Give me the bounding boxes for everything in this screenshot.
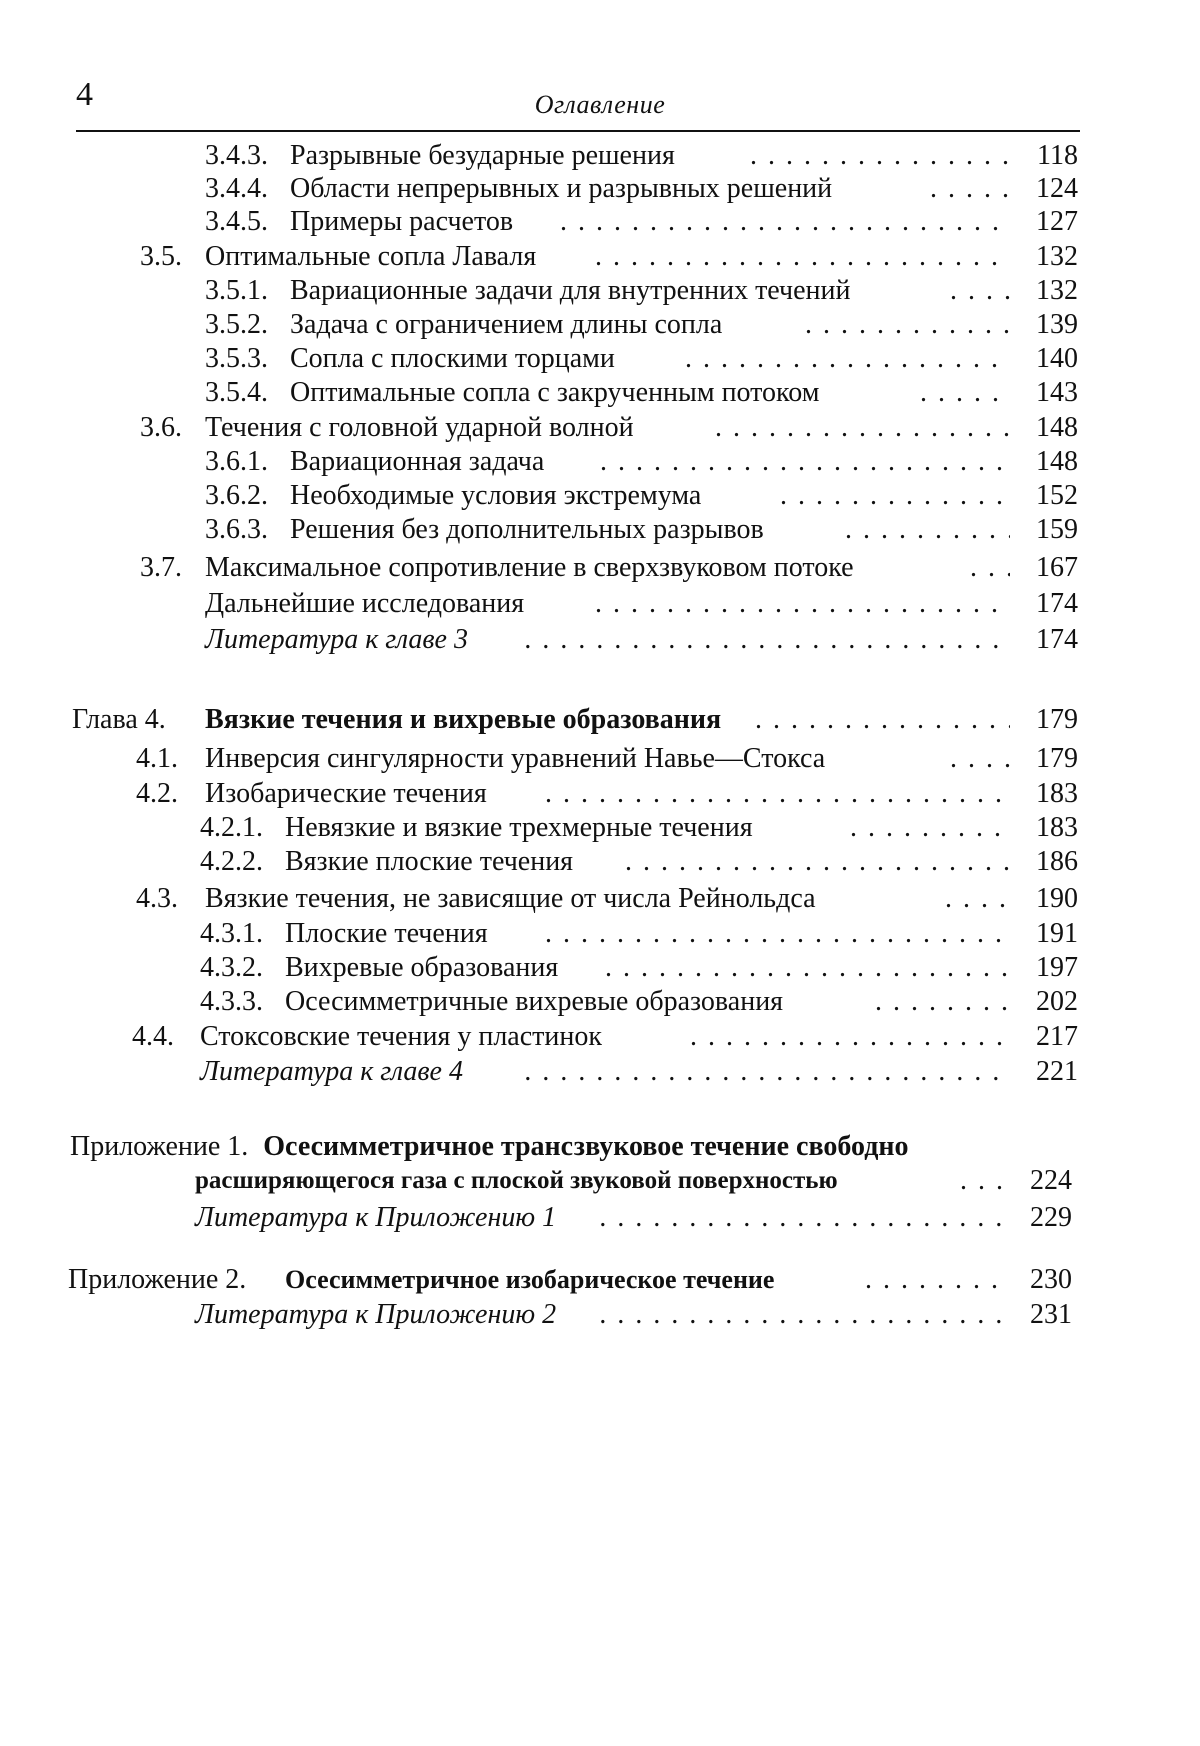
dot-leader [525,623,1010,657]
toc-chapter-entry [0,703,1200,737]
dot-leader [950,742,1010,776]
dot-leader [930,172,1010,206]
toc-entry-number: 3.5.4. [205,377,268,408]
chapter-title: Вязкие течения и вихревые образования [205,704,722,735]
toc-entry [0,479,1200,513]
toc-entry-number: 4.2.1. [200,812,263,843]
toc-entry-title: Осесимметричные вихревые образования [285,986,784,1017]
page-number: 4 [76,76,93,113]
toc-entry-title: Необходимые условия экстремума [290,480,702,511]
toc-entry-page: 183 [1036,812,1078,843]
toc-entry-number: 3.5.1. [205,275,268,306]
toc-entry-page: 124 [1036,173,1078,204]
toc-entry-title: Примеры расчетов [290,206,514,237]
toc-entry-page: 167 [1036,552,1078,583]
toc-entry-page: 224 [1030,1165,1072,1196]
toc-entry [0,445,1200,479]
toc-entry-page: 231 [1030,1299,1072,1330]
toc-entry [0,742,1200,776]
toc-entry-title: Литература к главе 4 [200,1056,463,1087]
toc-entry-title: Литература к Приложению 1 [195,1202,557,1233]
toc-entry [0,623,1200,657]
dot-leader [715,411,1010,445]
toc-entry-page: 127 [1036,206,1078,237]
toc-appendix-entry [0,1263,1200,1297]
toc-entry-number: 3.6.3. [205,514,268,545]
toc-entry-title: Инверсия сингулярности уравнений Навье—Стокса [205,743,826,774]
appendix-title-line2: расширяющегося газа с плоской звуковой поверхностью [195,1167,838,1194]
toc-entry-page: 179 [1036,743,1078,774]
toc-entry-number: 3.5. [140,241,182,272]
dot-leader [625,845,1010,879]
dot-leader [560,205,1010,239]
toc-entry [0,1201,1200,1235]
toc-entry-title: Оптимальные сопла Лаваля [205,241,537,272]
dot-leader [595,587,1010,621]
toc-entry-page: 191 [1036,918,1078,949]
dot-leader [850,811,1010,845]
toc-entry-page: 190 [1036,883,1078,914]
toc-entry-number: 3.5.3. [205,343,268,374]
toc-entry-title: Максимальное сопротивление в сверхзвуковом потоке [205,552,854,583]
toc-entry-page: 229 [1030,1202,1072,1233]
dot-leader [545,917,1010,951]
dot-leader [945,882,1010,916]
toc-entry-title: Изобарические течения [205,778,487,809]
toc-entry [0,308,1200,342]
toc-entry-page: 148 [1036,412,1078,443]
appendix-label: Приложение 2. [68,1264,247,1295]
toc-entry-number: 4.2. [136,778,178,809]
toc-entry [0,274,1200,308]
dot-leader [845,513,1010,547]
dot-leader [950,274,1010,308]
toc-entry [0,376,1200,410]
toc-entry [0,882,1200,916]
toc-entry-number: 3.5.2. [205,309,268,340]
toc-entry-page: 143 [1036,377,1078,408]
running-head: Оглавление [534,90,666,119]
toc-entry [0,811,1200,845]
dot-leader [755,703,1010,737]
dot-leader [600,445,1010,479]
toc-entry [0,917,1200,951]
toc-entry-title: Дальнейшие исследования [205,588,525,619]
toc-entry [0,1298,1200,1332]
toc-entry-number: 4.3. [136,883,178,914]
toc-entry [0,777,1200,811]
dot-leader [875,985,1010,1019]
toc-entry-number: 4.1. [136,743,178,774]
toc-entry-number: 4.2.2. [200,846,263,877]
dot-leader [595,240,1010,274]
toc-entry-title: Решения без дополнительных разрывов [290,514,764,545]
appendix-label: Приложение 1. [70,1131,249,1162]
toc-entry-page: 174 [1036,588,1078,619]
toc-entry-page: 159 [1036,514,1078,545]
toc-entry-title: Течения с головной ударной волной [205,412,634,443]
toc-entry-page: 179 [1036,704,1078,735]
toc-entry-number: 4.3.2. [200,952,263,983]
toc-entry-page: 132 [1036,241,1078,272]
toc-entry [0,342,1200,376]
toc-entry-title: Разрывные безударные решения [290,140,675,171]
toc-entry-page: 174 [1036,624,1078,655]
toc-entry-number: 4.3.3. [200,986,263,1017]
toc-entry-number: 3.4.5. [205,206,268,237]
toc-entry-page: 152 [1036,480,1078,511]
dot-leader [600,1201,1010,1235]
toc-entry [0,1020,1200,1054]
toc-entry-title: Сопла с плоскими торцами [290,343,615,374]
toc-entry-title: Плоские течения [285,918,488,949]
toc-entry-number: 4.4. [132,1021,174,1052]
dot-leader [605,951,1010,985]
toc-entry-page: 118 [1037,140,1078,171]
toc-entry-number: 4.3.1. [200,918,263,949]
toc-entry [0,411,1200,445]
toc-entry-title: Области непрерывных и разрывных решений [290,173,833,204]
toc-entry [0,1164,1200,1198]
toc-entry-number: 3.4.4. [205,173,268,204]
toc-entry-page: 202 [1036,986,1078,1017]
toc-entry-page: 197 [1036,952,1078,983]
toc-entry [0,240,1200,274]
toc-entry-title: Вязкие плоские течения [285,846,574,877]
toc-entry [0,1055,1200,1089]
dot-leader [690,1020,1010,1054]
toc-entry [0,587,1200,621]
toc-entry [0,951,1200,985]
toc-entry [0,172,1200,206]
toc-entry-title: Стоксовские течения у пластинок [200,1021,602,1052]
dot-leader [865,1263,1010,1297]
toc-entry-page: 139 [1036,309,1078,340]
toc-entry-number: 3.4.3. [205,140,268,171]
dot-leader [750,139,1010,173]
toc-entry-title: Невязкие и вязкие трехмерные течения [285,812,753,843]
toc-entry [0,551,1200,585]
toc-entry-title: Вариационная задача [290,446,545,477]
appendix-1-heading [70,1130,909,1164]
toc-entry-page: 186 [1036,846,1078,877]
dot-leader [920,376,1010,410]
toc-entry-page: 148 [1036,446,1078,477]
toc-entry-page: 221 [1036,1056,1078,1087]
dot-leader [960,1164,1010,1198]
toc-entry-page: 230 [1030,1264,1072,1295]
appendix-title: Осесимметричное изобарическое течение [285,1265,775,1294]
toc-entry-page: 132 [1036,275,1078,306]
toc-entry-page: 140 [1036,343,1078,374]
toc-entry [0,845,1200,879]
toc-entry-number: 3.6. [140,412,182,443]
toc-entry [0,205,1200,239]
toc-entry-title: Вариационные задачи для внутренних течений [290,275,851,306]
toc-entry-title: Задача с ограничением длины сопла [290,309,723,340]
toc-entry [0,139,1200,173]
toc-entry-title: Литература к Приложению 2 [195,1299,557,1330]
dot-leader [805,308,1010,342]
dot-leader [780,479,1010,513]
toc-entry-title: Литература к главе 3 [205,624,468,655]
chapter-label: Глава 4. [72,704,166,735]
toc-entry-page: 183 [1036,778,1078,809]
dot-leader [525,1055,1010,1089]
toc-entry-title: Вязкие течения, не зависящие от числа Рейнольдса [205,883,816,914]
toc-entry-number: 3.6.1. [205,446,268,477]
dot-leader [685,342,1010,376]
appendix-title-line1: Осесимметричное трансзвуковое течение свободно [263,1131,909,1162]
toc-entry-title: Оптимальные сопла с закрученным потоком [290,377,820,408]
dot-leader [545,777,1010,811]
toc-entry-title: Вихревые образования [285,952,559,983]
toc-entry-number: 3.7. [140,552,182,583]
toc-entry-page: 217 [1036,1021,1078,1052]
toc-entry-number: 3.6.2. [205,480,268,511]
toc-entry [0,513,1200,547]
dot-leader [600,1298,1010,1332]
toc-entry [0,985,1200,1019]
dot-leader [970,551,1010,585]
